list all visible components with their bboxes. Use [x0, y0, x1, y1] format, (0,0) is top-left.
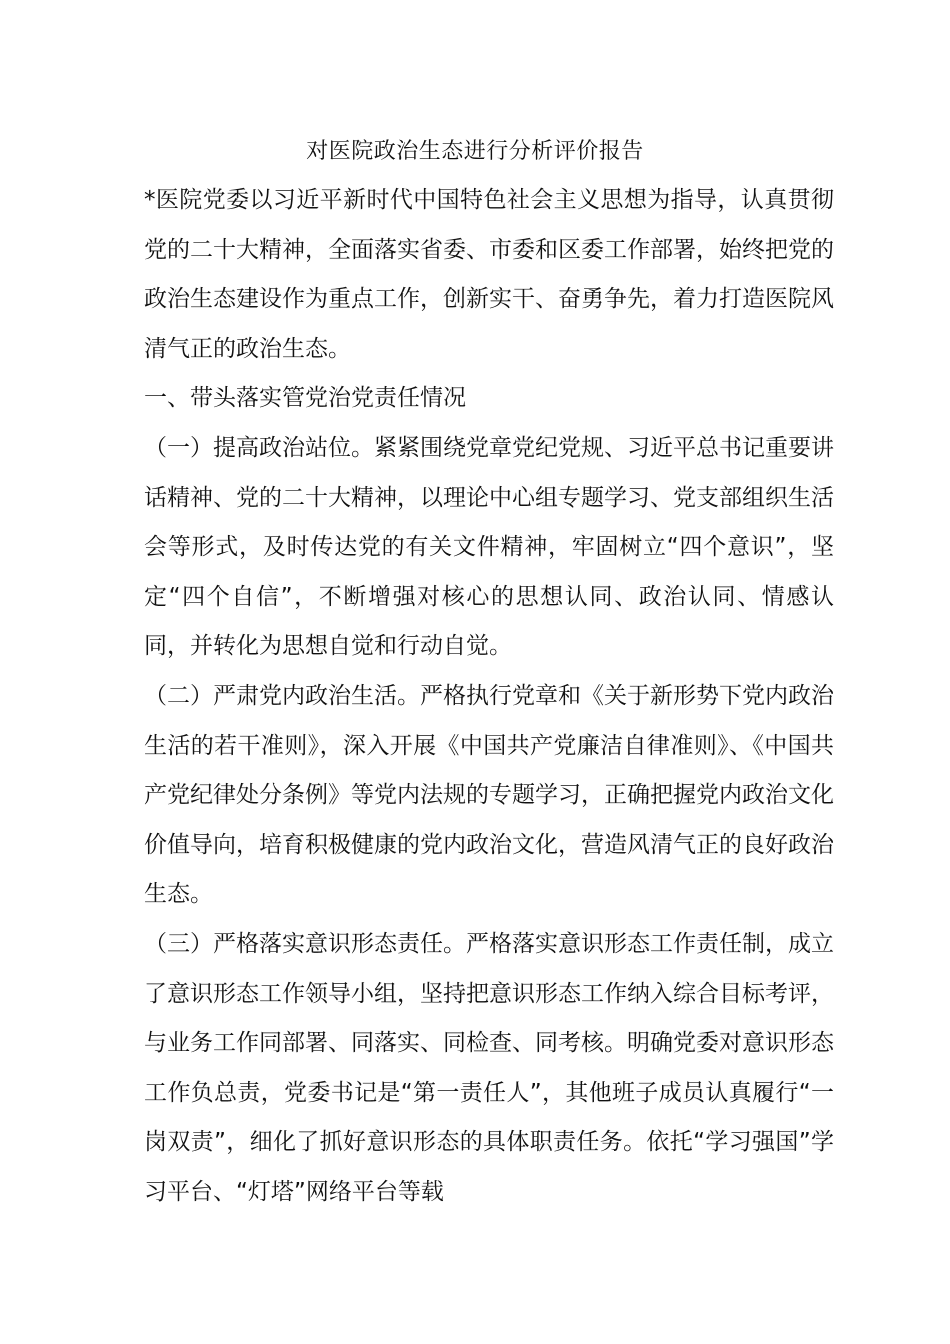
- subsection-paragraph-2: （二）严肃党内政治生活。严格执行党章和《关于新形势下党内政治生活的若干准则》，深入开展《中国共产党廉洁自律准则》、《中国共产党纪律处分条例》等党内法规的专题学习，正确把握党内政治文化价值导向，培育积极健康的党内政治文化，营造风清气正的良好政治生态。: [144, 682, 834, 908]
- intro-paragraph: *医院党委以习近平新时代中国特色社会主义思想为指导，认真贯彻党的二十大精神，全面落实省委、市委和区委工作部署，始终把党的政治生态建设作为重点工作，创新实干、奋勇争先，着力打造医院风清气正的政治生态。: [144, 187, 834, 362]
- subsection-paragraph-1: （一）提高政治站位。紧紧围绕党章党纪党规、习近平总书记重要讲话精神、党的二十大精神，以理论中心组专题学习、党支部组织生活会等形式，及时传达党的有关文件精神，牢固树立“四个意识”，坚定“四个自信”，不断增强对核心的思想认同、政治认同、情感认同，并转化为思想自觉和行动自觉。: [144, 434, 834, 660]
- document-body: [144, 176, 834, 1217]
- document-title: 对医院政治生态进行分析评价报告: [306, 139, 644, 164]
- subsection-paragraph-3: （三）严格落实意识形态责任。严格落实意识形态工作责任制，成立了意识形态工作领导小组，坚持把意识形态工作纳入综合目标考评，与业务工作同部署、同落实、同检查、同考核。明确党委对意识形态工作负总责，党委书记是“第一责任人”，其他班子成员认真履行“一岗双责”，细化了抓好意识形态的具体职责任务。依托“学习强国”学习平台、“灯塔”网络平台等载: [144, 930, 834, 1205]
- section-heading-1: 一、带头落实管党治党责任情况: [144, 385, 466, 412]
